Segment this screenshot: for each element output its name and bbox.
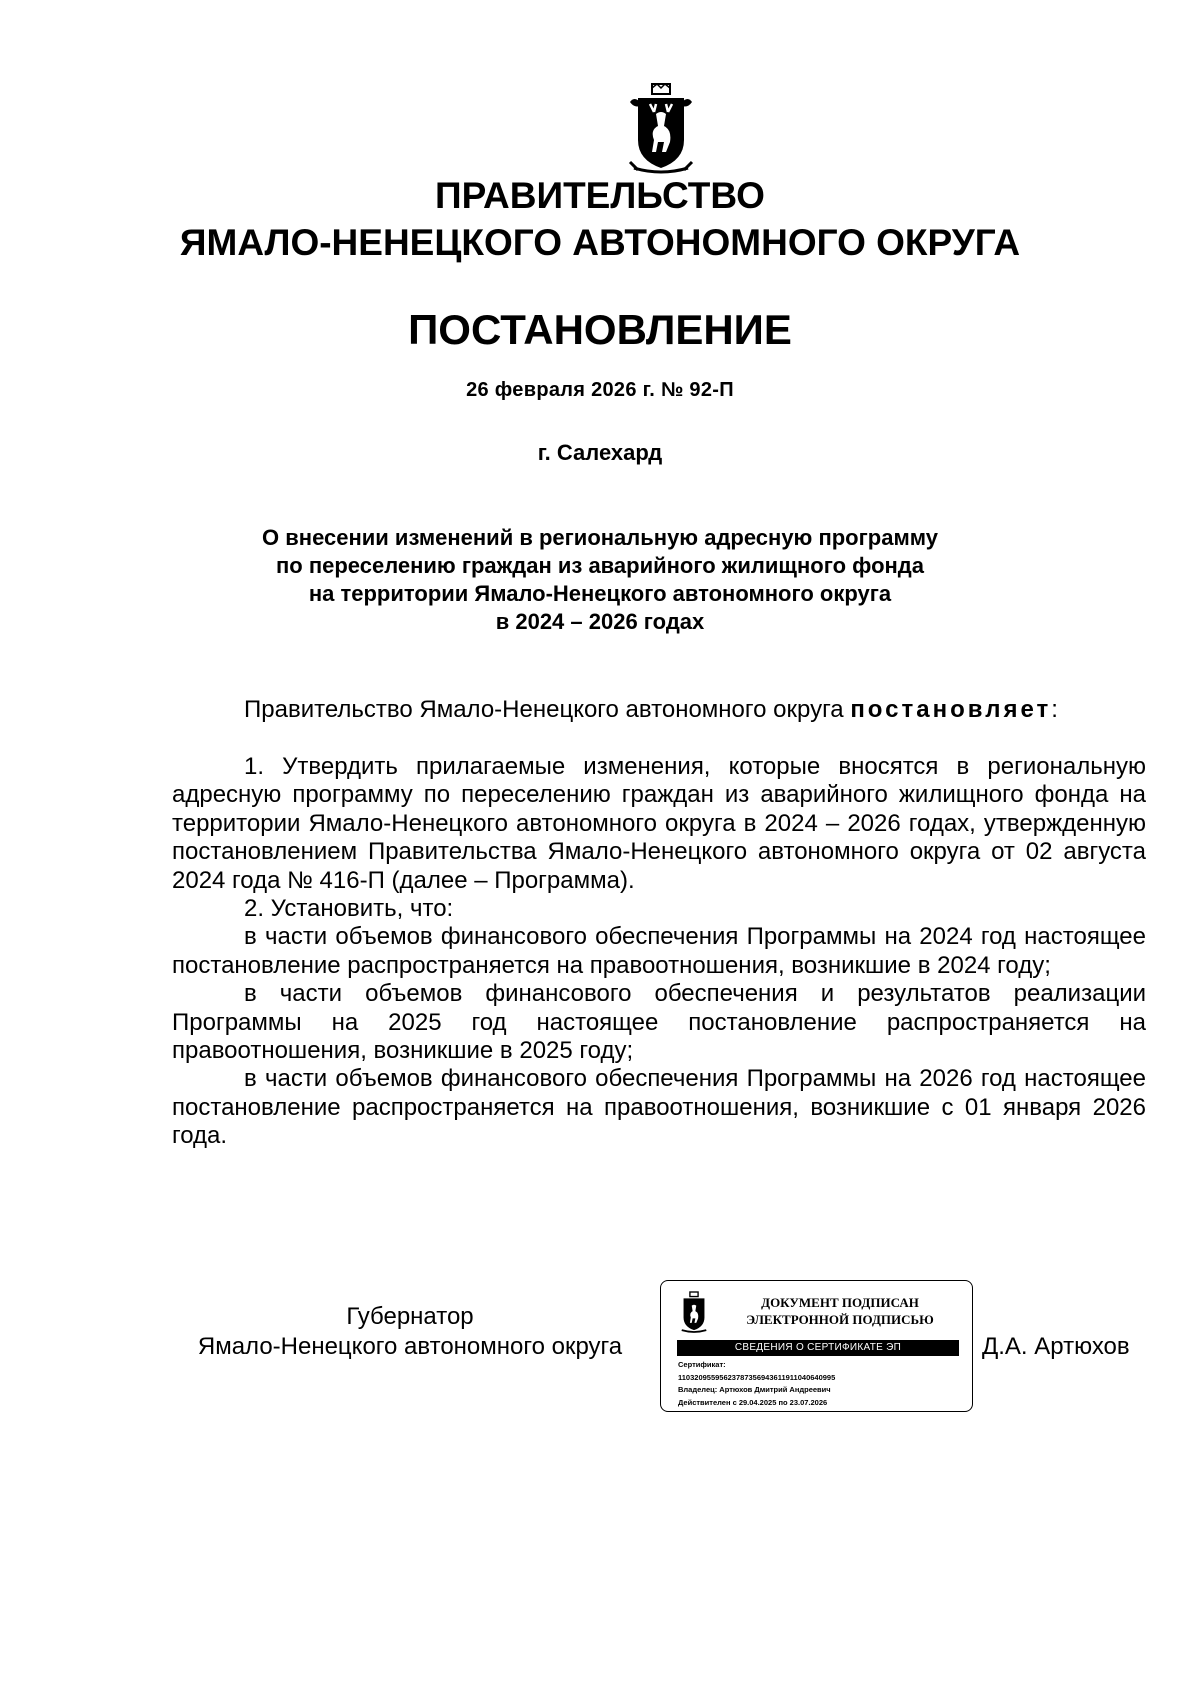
document-type: ПОСТАНОВЛЕНИЕ (408, 306, 792, 353)
signatory-position (172, 1302, 648, 1362)
item-2: 2. Установить, что: (244, 895, 454, 923)
stamp-cert-number: 11032095595623787356943611911040640995 (678, 1372, 836, 1382)
government-title (0, 172, 1200, 266)
preamble-verb: постановляет (850, 696, 1052, 723)
item-2-clause-2: в части объемов финансового обеспечения и результатов реализации Программы на 2025 год настоящее постановление распространяется на правоотношения, возникшие в 2025 году; (172, 980, 1146, 1065)
stamp-details (678, 1359, 835, 1409)
government-title-line1: ПРАВИТЕЛЬСТВО (435, 175, 765, 216)
resolution-items (172, 753, 1146, 1151)
stamp-title (725, 1294, 955, 1328)
yamal-coat-of-arms-icon (628, 82, 694, 174)
stamp-cert-label: Сертификат: (678, 1360, 726, 1369)
signatory-name: Д.А. Артюхов (982, 1333, 1130, 1360)
signatory-position-line1: Губернатор (346, 1303, 474, 1330)
item-1: 1. Утвердить прилагаемые изменения, которые вносятся в региональную адресную программу по переселению граждан из аварийного жилищного фонда на территории Ямало-Ненецкого автономного округа в 2024 – 2026 годах, утвержденную постановлением Правительства Ямало-Ненецкого автономного округа от 02 августа 2024 года № 416-П (далее – Программа). (172, 753, 1146, 894)
document-subject (0, 524, 1200, 636)
stamp-validity: Действителен с 29.04.2025 по 23.07.2026 (678, 1397, 828, 1407)
city: г. Салехард (537, 440, 663, 465)
subject-line2: по переселению граждан из аварийного жилищного фонда (275, 553, 925, 578)
subject-line1: О внесении изменений в региональную адресную программу (262, 525, 938, 550)
subject-line4: в 2024 – 2026 годах (495, 609, 705, 634)
date-number: 26 февраля 2026 г. № 92-П (466, 379, 734, 401)
preamble-colon: : (1051, 696, 1058, 723)
preamble-text: Правительство Ямало-Ненецкого автономного округа (244, 696, 851, 723)
government-title-line2: ЯМАЛО-НЕНЕЦКОГО АВТОНОМНОГО ОКРУГА (179, 222, 1021, 263)
electronic-signature-stamp (660, 1280, 973, 1412)
signatory-position-line2: Ямало-Ненецкого автономного округа (197, 1333, 623, 1360)
item-2-clause-1: в части объемов финансового обеспечения Программы на 2024 год настоящее постановление распространяется на правоотношения, возникшие в 2024 году; (172, 923, 1146, 979)
preamble (172, 696, 1146, 724)
item-2-clause-3: в части объемов финансового обеспечения Программы на 2026 год настоящее постановление распространяется на правоотношения, возникшие с 01 января 2026 года. (172, 1065, 1146, 1150)
stamp-title-line1: ДОКУМЕНТ ПОДПИСАН (761, 1295, 919, 1310)
stamp-owner: Владелец: Артюхов Дмитрий Андреевич (678, 1385, 831, 1394)
stamp-title-line2: ЭЛЕКТРОННОЙ ПОДПИСЬЮ (746, 1312, 934, 1327)
stamp-emblem-icon (679, 1290, 709, 1334)
subject-line3: на территории Ямало-Ненецкого автономного округа (308, 581, 892, 606)
stamp-certificate-bar: СВЕДЕНИЯ О СЕРТИФИКАТЕ ЭП (677, 1340, 959, 1356)
